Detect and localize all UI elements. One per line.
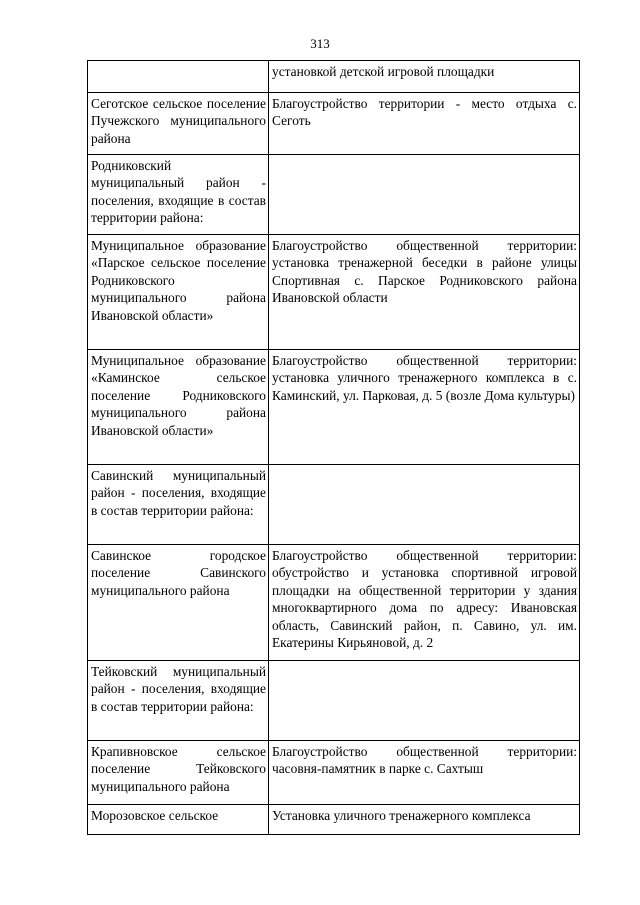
table-row <box>88 155 580 235</box>
table-row <box>88 805 580 835</box>
table-cell-settlement <box>88 61 269 93</box>
table-row <box>88 93 580 155</box>
table-cell-settlement: Родниковский муниципальный район - поселения, входящие в состав территории района: <box>88 155 269 235</box>
table-cell-settlement: Крапивновское сельское поселение Тейковского муниципального района <box>88 741 269 805</box>
table-row <box>88 235 580 350</box>
table-cell-project <box>269 155 580 235</box>
table-cell-project <box>269 661 580 741</box>
table-cell-project: Благоустройство общественной территории: часовня-памятник в парке с. Сахтыш <box>269 741 580 805</box>
table-row <box>88 545 580 661</box>
settlements-table <box>87 60 580 835</box>
table-row <box>88 61 580 93</box>
table-cell-settlement: Морозовское сельское <box>88 805 269 835</box>
table-row <box>88 350 580 465</box>
page-number: 313 <box>310 36 330 51</box>
table-cell-project: Установка уличного тренажерного комплекса <box>269 805 580 835</box>
table-cell-project: Благоустройство общественной территории: установка уличного тренажерного комплекса в с. Каминский, ул. Парковая, д. 5 (возле Дома культуры) <box>269 350 580 465</box>
table-row <box>88 741 580 805</box>
table-cell-project: Благоустройство общественной территории: обустройство и установка спортивной игровой площадки на общественной территории у здания многоквартирного дома по адресу: Ивановская область, Савинский район, п. Савино, ул. им. Екатерины Кирьяновой, д. 2 <box>269 545 580 661</box>
table-row <box>88 661 580 741</box>
table-cell-project: Благоустройство общественной территории: установка тренажерной беседки в районе улицы Спортивная с. Парское Родниковского района Ивановской области <box>269 235 580 350</box>
table-cell-settlement: Муниципальное образование «Парское сельское поселение Родниковского муниципального района Ивановской области» <box>88 235 269 350</box>
table-cell-settlement: Сеготское сельское поселение Пучежского муниципального района <box>88 93 269 155</box>
table-cell-settlement: Тейковский муниципальный район - поселения, входящие в состав территории района: <box>88 661 269 741</box>
table-cell-settlement: Савинское городское поселение Савинского муниципального района <box>88 545 269 661</box>
table-cell-settlement: Муниципальное образование «Каминское сельское поселение Родниковского муниципального района Ивановской области» <box>88 350 269 465</box>
table-cell-project: установкой детской игровой площадки <box>269 61 580 93</box>
table-cell-settlement: Савинский муниципальный район - поселения, входящие в состав территории района: <box>88 465 269 545</box>
table-cell-project: Благоустройство территории - место отдыха с. Сеготь <box>269 93 580 155</box>
table-row <box>88 465 580 545</box>
table-cell-project <box>269 465 580 545</box>
